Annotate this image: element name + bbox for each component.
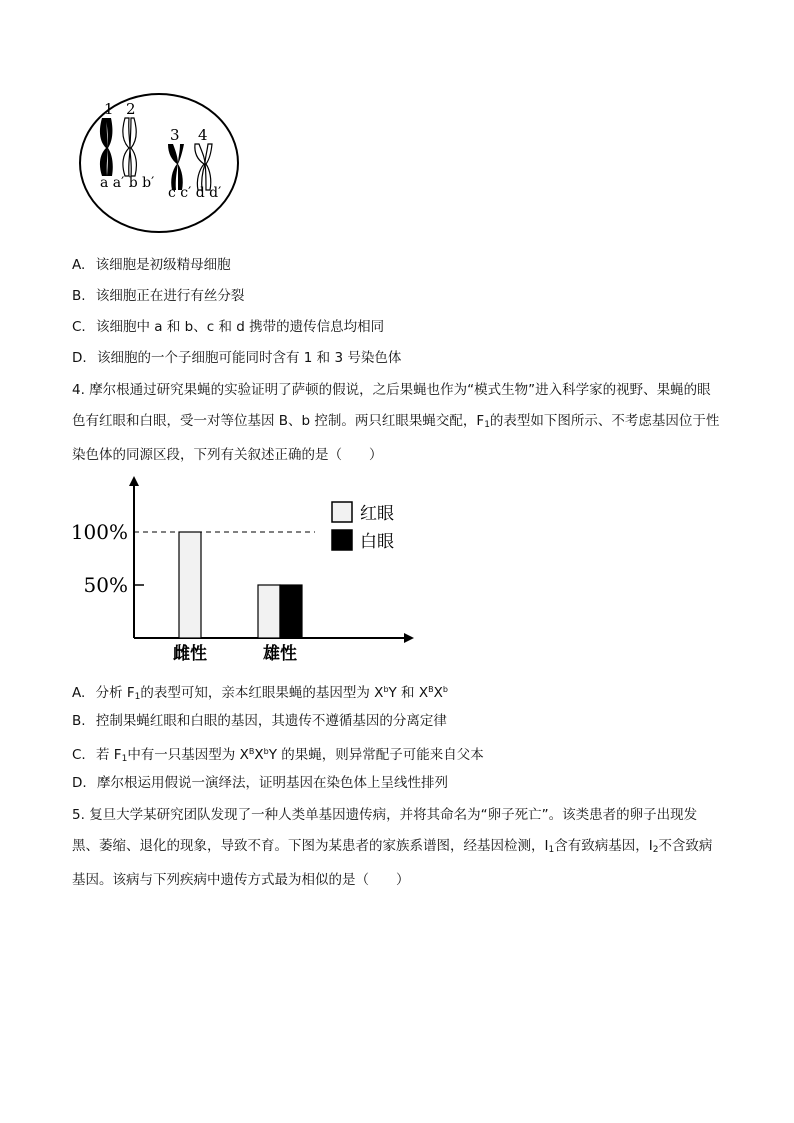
q4-option-b: [72, 711, 447, 731]
option-c-text-2: 中有一只基因型为 X: [127, 747, 249, 763]
q5-stem-text-3: 不含致病基因。该病与下列疾病中遗传方式最为相似的是（ ）: [72, 837, 713, 888]
q5-sub-1: 1: [548, 844, 555, 855]
option-a-sup-1: b: [383, 685, 389, 694]
q5-sub-2: 2: [652, 844, 659, 855]
x-category-label: 雌性: [173, 644, 207, 664]
option-a-sup-2: B: [428, 685, 434, 694]
option-a-text-4: X: [433, 685, 443, 701]
chromosome-1: [100, 118, 113, 176]
option-letter: C.: [72, 747, 86, 763]
option-a-sup-3: b: [442, 685, 448, 694]
q4-stem-text-2: 的表型如下图所示、不考虑基因位于性染色体的同源区段，下列有关叙述正确的是（ ）: [72, 412, 720, 463]
option-text: [96, 685, 448, 701]
q4-option-a: [72, 680, 448, 707]
option-text: 该细胞的一个子细胞可能同时含有 1 和 3 号染色体: [96, 350, 402, 366]
y-tick-label: 100%: [70, 520, 128, 544]
option-c-text-1: 若 F: [96, 747, 122, 763]
chromosome-4: [195, 144, 212, 190]
option-text: 控制果蝇红眼和白眼的基因，其遗传不遵循基因的分离定律: [95, 713, 447, 729]
legend-label-white-eye: 白眼: [360, 532, 394, 552]
q3-option-a: [72, 255, 231, 275]
chrom-number-2: 2: [126, 100, 136, 118]
y-axis-arrow: [129, 476, 139, 486]
q3-option-d: [72, 348, 401, 368]
option-letter: B.: [72, 288, 86, 304]
chrom-number-4: 4: [198, 126, 208, 144]
option-text: 该细胞是初级精母细胞: [95, 257, 231, 273]
option-text: [96, 747, 484, 763]
legend-swatch-red-eye: [332, 502, 352, 522]
q4-option-d: [72, 773, 448, 793]
option-letter: D.: [72, 350, 87, 366]
option-letter: B.: [72, 713, 86, 729]
option-a-text-3: Y 和 X: [388, 685, 429, 701]
x-axis-arrow: [404, 633, 414, 643]
option-c-sup-2: b: [263, 747, 269, 756]
option-a-sub: 1: [134, 692, 141, 702]
option-text: 该细胞正在进行有丝分裂: [95, 288, 245, 304]
q3-option-c: [72, 317, 384, 337]
q4-stem-sub: 1: [484, 419, 490, 430]
bar-white-eye-1: [280, 585, 302, 638]
x-category-label: 雄性: [263, 644, 297, 664]
legend-swatch-white-eye: [332, 530, 352, 550]
option-letter: C.: [72, 319, 86, 335]
q3-option-b: [72, 286, 244, 306]
q5-stem: [72, 800, 722, 896]
q4-stem-text-1: 摩尔根通过研究果蝇的实验证明了萨顿的假说，之后果蝇也作为“模式生物”进入科学家的视野、果蝇的眼色有红眼和白眼，受一对等位基因 B、b 控制。两只红眼果蝇交配，F: [72, 382, 711, 429]
chromosome-2: [123, 118, 136, 176]
chrom-number-3: 3: [170, 126, 180, 144]
question-number: 5.: [72, 807, 85, 823]
option-letter: A.: [72, 685, 86, 701]
option-c-sup-1: B: [248, 747, 255, 756]
option-letter: D.: [72, 775, 87, 791]
option-letter: A.: [72, 257, 86, 273]
allele-labels-right: c c′ d d′: [168, 185, 222, 201]
y-tick-label: 50%: [83, 573, 128, 597]
option-text: 该细胞中 a 和 b、c 和 d 携带的遗传信息均相同: [96, 319, 385, 335]
bar-red-eye-1: [258, 585, 280, 638]
question-number: 4.: [72, 382, 85, 398]
q4-option-c: [72, 742, 484, 769]
option-a-text-2: 的表型可知，亲本红眼果蝇的基因型为 X: [140, 685, 384, 701]
q4-stem: [72, 375, 722, 471]
bar-chart: [70, 470, 420, 670]
cell-diagram: [78, 92, 240, 234]
option-c-text-3: X: [254, 747, 264, 763]
chrom-number-1: 1: [104, 100, 114, 118]
q5-stem-text-2: 含有致病基因，I: [554, 837, 653, 854]
option-c-text-4: Y 的果蝇，则异常配子可能来自父本: [268, 747, 484, 763]
allele-labels-left: a a′ b b′: [100, 175, 155, 191]
chromosome-3: [168, 144, 184, 190]
option-a-text-1: 分析 F: [95, 685, 135, 701]
q5-stem-text-1: 复旦大学某研究团队发现了一种人类单基因遗传病，并将其命名为“卵子死亡”。该类患者的卵子出现发黑、萎缩、退化的现象，导致不育。下图为某患者的家族系谱图，经基因检测，I: [72, 807, 698, 854]
option-c-sub: 1: [121, 754, 128, 764]
bar-red-eye-0: [179, 532, 201, 638]
legend-label-red-eye: 红眼: [360, 504, 394, 524]
option-text: 摩尔根运用假说一演绎法，证明基因在染色体上呈线性排列: [96, 775, 448, 791]
